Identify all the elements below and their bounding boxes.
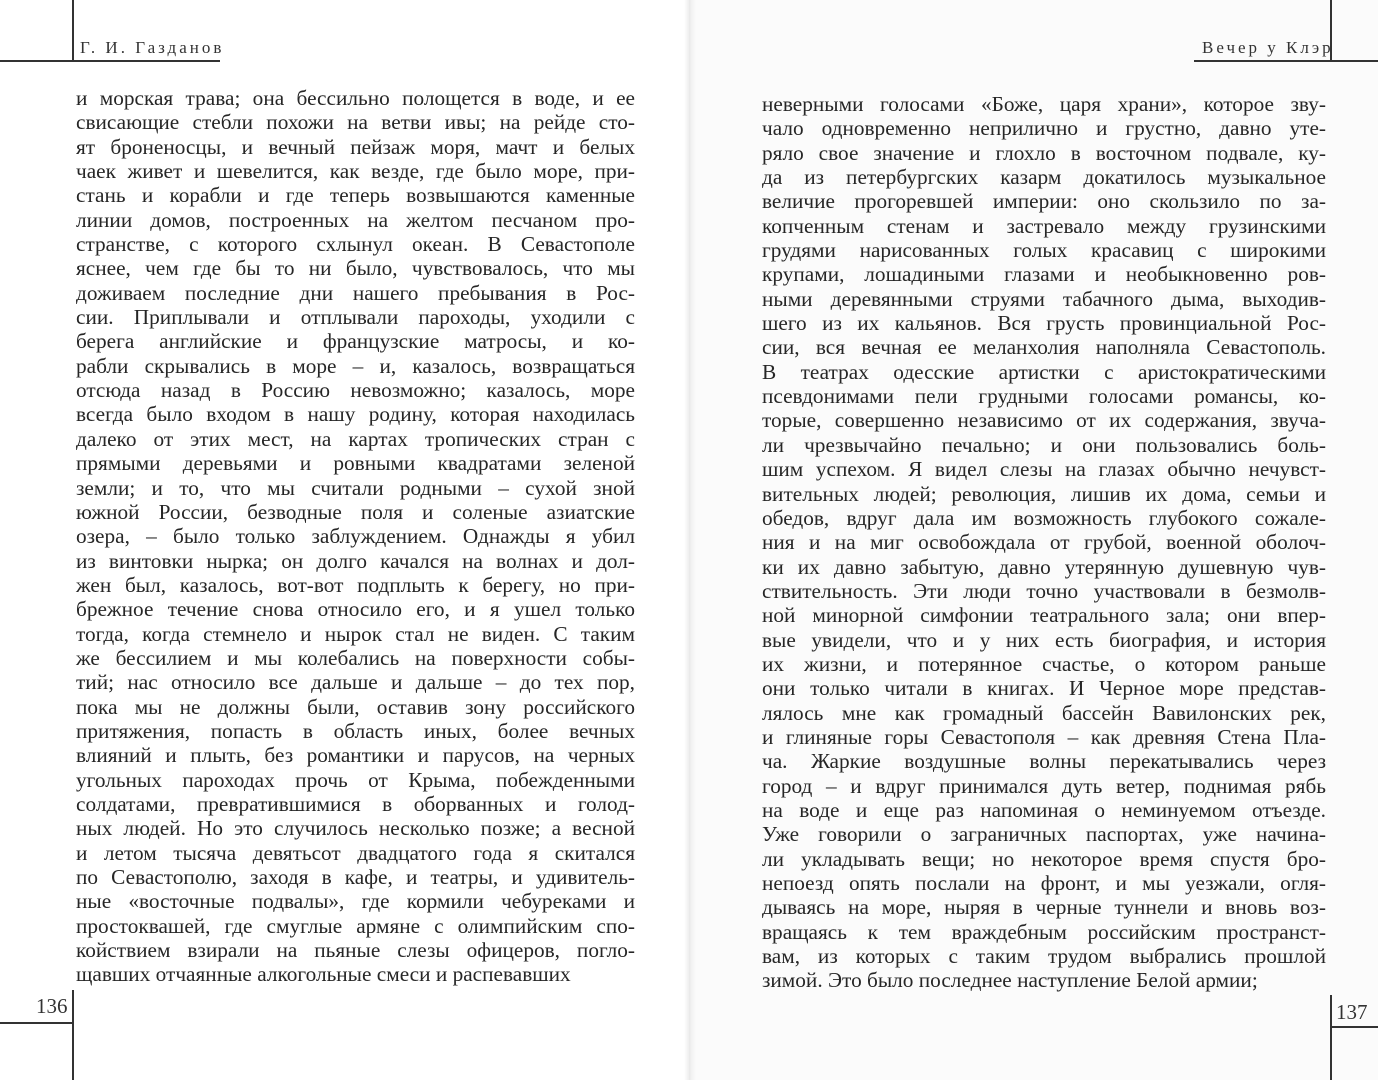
- text-line: рабли скрывались в море – и, казалось, возвращаться: [76, 353, 635, 378]
- text-line: ными деревянными струями табачного дыма, выходив-: [762, 286, 1326, 311]
- text-line: простоквашей, где смуглые армяне с олимпийским спо-: [76, 913, 635, 938]
- text-line: влияний и плыть, без романтики и парусов, на черных: [76, 743, 635, 768]
- text-line: стань и корабли и где теперь возвышаются каменные: [76, 183, 635, 208]
- text-line: и глиняные горы Севастополя – как древняя Стена Пла-: [762, 724, 1326, 749]
- text-line: вые увидели, что и у них есть биография, и история: [762, 627, 1326, 652]
- left-running-head: Г. И. Газданов: [80, 38, 225, 57]
- text-line: грудями нарисованных голых красавиц с широкими: [762, 238, 1326, 263]
- right-head-rule-horizontal: [1194, 60, 1378, 62]
- text-line: ствительность. Эти люди точно участвовали в безмолв-: [762, 578, 1326, 603]
- text-line: величие прогоревшей империи: оно скользило по за-: [762, 189, 1326, 214]
- text-line: ной минорной симфонии театрального зала; они впер-: [762, 603, 1326, 628]
- text-line: шим успехом. Я видел слезы на глазах обычно нечувст-: [762, 457, 1326, 482]
- left-folio-rule-vertical: [72, 990, 74, 1080]
- text-line: койствием взирали на пьяные слезы офицеров, погло-: [76, 938, 635, 963]
- text-line: шего из их кальянов. Вся грусть провинциальной Рос-: [762, 311, 1326, 336]
- text-line: город – и вдруг принимался дуть ветер, поднимая рябь: [762, 773, 1326, 798]
- text-line: копченным стенам и застревало между грузинскими: [762, 213, 1326, 238]
- text-line: ряло свое значение и глохло в восточном подвале, ку-: [762, 140, 1326, 165]
- text-line: тий; нас относило все дальше и дальше – до тех пор,: [76, 670, 635, 695]
- text-line: вам, из которых с таким трудом выбрались прошлой: [762, 944, 1326, 969]
- text-line: доживаем последние дни нашего пребывания в Рос-: [76, 280, 635, 305]
- text-line: южной России, безводные поля и соленые азиатские: [76, 499, 635, 524]
- text-line: земли; и то, что мы считали родными – сухой зной: [76, 475, 635, 500]
- text-line: их жизни, и потерянное счастье, о котором раньше: [762, 651, 1326, 676]
- text-line: чало одновременно неприлично и грустно, давно уте-: [762, 116, 1326, 141]
- right-page-number: 137: [1336, 1000, 1368, 1024]
- text-line: же бессилием и мы колебались на поверхности собы-: [76, 645, 635, 670]
- left-head-rule-horizontal: [0, 60, 220, 62]
- text-line: сии, вся вечная ее меланхолия наполняла Севастополь.: [762, 335, 1326, 360]
- text-line: чаек живет и шевелится, как везде, где было море, при-: [76, 159, 635, 184]
- text-line: вительных людей; революция, лишив их дома, семьи и: [762, 481, 1326, 506]
- text-line: угольных пароходах прочь от Крыма, побежденными: [76, 767, 635, 792]
- text-line: сии. Приплывали и отплывали пароходы, уходили с: [76, 305, 635, 330]
- right-page: [689, 0, 1378, 1080]
- text-line: псевдонимами пели грудными голосами романсы, ко-: [762, 384, 1326, 409]
- text-line: странстве, с которого схлынул океан. В Севастополе: [76, 232, 635, 257]
- text-line: они только читали в книгах. И Черное море представ-: [762, 676, 1326, 701]
- text-line: берега английские и французские матросы, и ко-: [76, 329, 635, 354]
- text-line: прямыми деревьями и ровными квадратами зеленой: [76, 451, 635, 476]
- left-folio-rule-horizontal: [0, 1022, 74, 1024]
- text-line: озера, – было только заблуждением. Однажды я убил: [76, 524, 635, 549]
- text-line: ча. Жаркие воздушные волны перекатывались через: [762, 749, 1326, 774]
- right-folio-rule-horizontal: [1330, 1026, 1378, 1028]
- text-line: непоезд опять послали на фронт, и мы уезжали, огля-: [762, 871, 1326, 895]
- book-spine-shadow: [684, 0, 696, 1080]
- text-line: неверными голосами «Боже, царя храни», которое зву-: [762, 92, 1326, 116]
- text-line: по Севастополю, заходя в кафе, и театры, и удивитель-: [76, 865, 635, 889]
- text-line: солдатами, превратившимися в оборванных и голод-: [76, 791, 635, 816]
- text-line: на воде и еще раз напоминая о неминуемом отъезде.: [762, 797, 1326, 822]
- text-line: ки их давно забытую, давно утерянную душевную чув-: [762, 554, 1326, 579]
- text-line: пока мы не должны были, оставив зону российского: [76, 694, 635, 719]
- text-line: далеко от этих мест, на картах тропических стран с: [76, 426, 635, 451]
- text-line: ных людей. Но это случилось несколько позже; а весной: [76, 816, 635, 841]
- text-line: обедов, вдруг дала им возможность глубокого сожале-: [762, 505, 1326, 530]
- text-line: ния и на миг освобождала от грубой, военной оболоч-: [762, 530, 1326, 555]
- text-line: Уже говорили о заграничных паспортах, уже начина-: [762, 822, 1326, 847]
- text-line: лялось мне как громадный бассейн Вавилонских рек,: [762, 700, 1326, 725]
- text-line: В театрах одесские артистки с аристократическими: [762, 359, 1326, 384]
- left-head-rule-vertical: [72, 0, 74, 60]
- text-line: да из петербургских казарм докатилось музыкальное: [762, 165, 1326, 190]
- text-line: свисающие стебли похожи на ветви ивы; на рейде сто-: [76, 110, 635, 135]
- text-line: брежное течение снова относило его, и я ушел только: [76, 597, 635, 622]
- text-line: и летом тысяча девятьсот двадцатого года я скитался: [76, 840, 635, 865]
- left-page-number: 136: [36, 994, 68, 1018]
- text-line: линии домов, построенных на желтом песчаном про-: [76, 207, 635, 232]
- text-line: ли чрезвычайно печально; и они пользовались боль-: [762, 432, 1326, 457]
- text-line: яснее, чем где бы то ни было, чувствовалось, что мы: [76, 256, 635, 281]
- text-line: дываясь на море, ныряя в черные туннели и вновь воз-: [762, 895, 1326, 920]
- text-line: ят броненосцы, и вечный пейзаж моря, мачт и белых: [76, 134, 635, 159]
- text-line: всегда было входом в нашу родину, которая находилась: [76, 402, 635, 427]
- text-line: притяжения, попасть в область иных, более вечных: [76, 718, 635, 743]
- text-line: отсюда назад в Россию невозможно; казалось, море: [76, 378, 635, 403]
- text-line: и морская трава; она бессильно полощется в воде, и ее: [76, 86, 635, 110]
- right-running-head: Вечер у Клэр: [1202, 38, 1334, 57]
- right-body-text: [762, 92, 1326, 993]
- text-line: вращаясь к тем враждебным российским пространст-: [762, 919, 1326, 944]
- text-line: ные «восточные подвалы», где кормили чебуреками и: [76, 889, 635, 914]
- text-line: зимой. Это было последнее наступление Белой армии;: [762, 968, 1258, 993]
- text-line: из винтовки нырка; он долго качался на волнах и дол-: [76, 548, 635, 573]
- text-line: крупами, лошадиными глазами и необыкновенно ров-: [762, 262, 1326, 287]
- left-body-text: [76, 86, 635, 987]
- text-line: торые, совершенно независимо от их содержания, звуча-: [762, 408, 1326, 433]
- right-folio-rule-vertical: [1330, 995, 1332, 1080]
- text-line: ли укладывать вещи; но некоторое время спустя бро-: [762, 846, 1326, 871]
- text-line: жен был, казалось, вот-вот подплыть к берегу, но при-: [76, 572, 635, 597]
- text-line: тогда, когда стемнело и нырок стал не виден. С таким: [76, 621, 635, 646]
- text-line: щавших отчаянные алкогольные смеси и распевавших: [76, 962, 571, 987]
